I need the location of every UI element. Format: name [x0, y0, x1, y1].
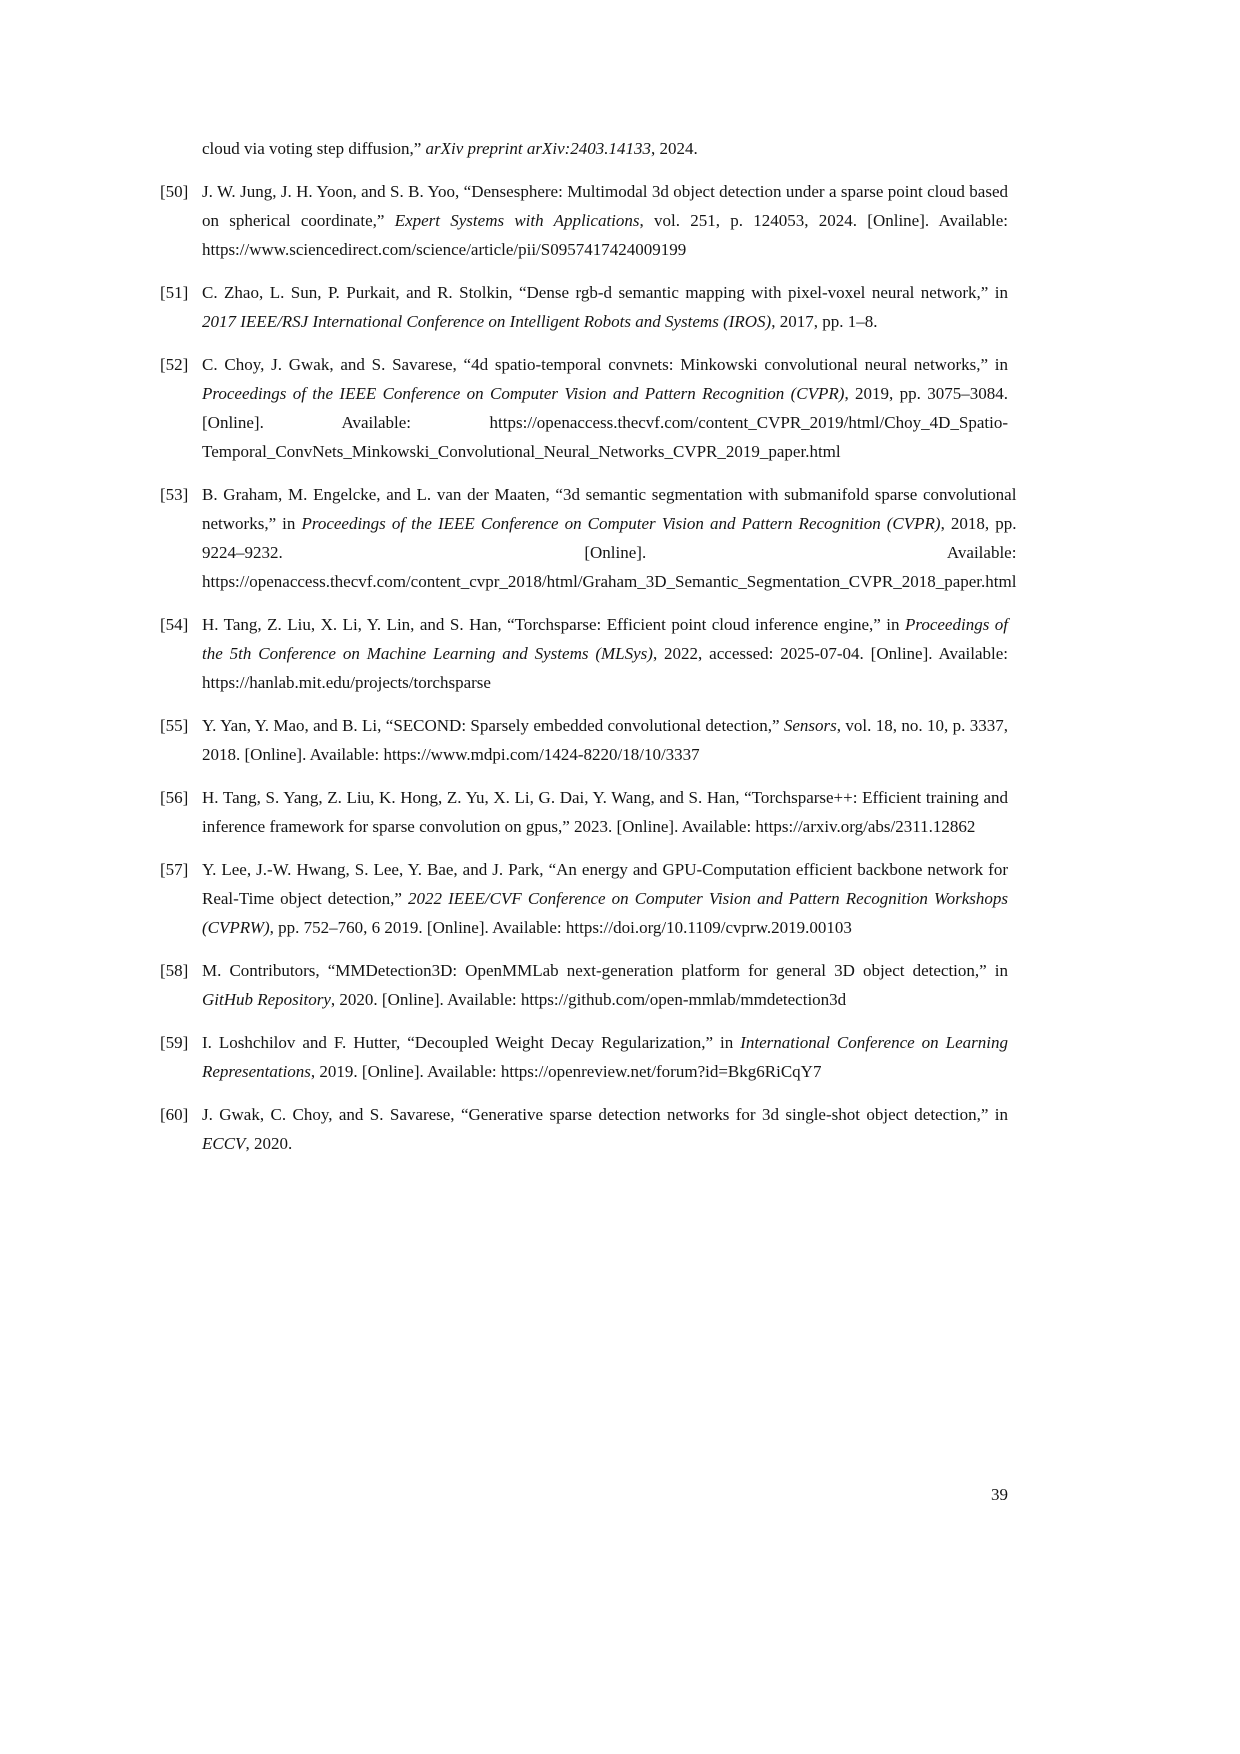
reference-label: [56] — [160, 788, 189, 807]
reference-venue-italic: 2022 IEEE/CVF Conference on Computer Vision and Pattern Recognition Workshops (CVPRW) — [202, 889, 1008, 937]
reference-item — [160, 956, 1008, 1014]
reference-text-segment: , pp. 752–760, 6 2019. [Online]. Available: https://doi.org/10.1109/cvprw.2019.00103 — [269, 918, 852, 937]
reference-text-segment: cloud via voting step diffusion,” — [202, 139, 426, 158]
reference-venue-italic: Sensors — [783, 716, 837, 735]
reference-label: [53] — [160, 485, 189, 504]
reference-item — [160, 480, 1017, 596]
reference-text-segment: C. Choy, J. Gwak, and S. Savarese, “4d spatio-temporal convnets: Minkowski convolutional neural networks,” in — [202, 355, 1008, 374]
reference-item — [160, 350, 1008, 466]
reference-label: [55] — [160, 716, 189, 735]
reference-text — [202, 610, 1008, 697]
reference-item — [160, 177, 1008, 264]
reference-venue-italic: Proceedings of the IEEE Conference on Computer Vision and Pattern Recognition (CVPR) — [202, 384, 845, 403]
reference-text-segment: Y. Lee, J.-W. Hwang, S. Lee, Y. Bae, and J. Park, “An energy and GPU-Computation efficient backbone network for Real-Time object detection,” — [202, 860, 1008, 908]
reference-text-segment: , 2019. [Online]. Available: https://openreview.net/forum?id=Bkg6RiCqY7 — [310, 1062, 822, 1081]
reference-text — [202, 711, 1008, 769]
reference-label: [52] — [160, 355, 189, 374]
reference-text-segment: H. Tang, Z. Liu, X. Li, Y. Lin, and S. Han, “Torchsparse: Efficient point cloud inference engine,” in — [202, 615, 905, 634]
reference-venue-italic: Proceedings of the IEEE Conference on Computer Vision and Pattern Recognition (CVPR) — [301, 514, 941, 533]
reference-item — [160, 610, 1008, 697]
reference-text-segment: , 2019, pp. 3075–3084. [Online]. Available: https://openaccess.thecvf.com/content_CVPR_2019/html/Choy_4D_Spatio-Temporal_ConvNets_Minkowski_Convolutional_Neural_Networks_CVPR_2019_paper.html — [202, 384, 1009, 461]
reference-text-segment: , 2020. — [245, 1134, 293, 1153]
reference-text-segment: I. Loshchilov and F. Hutter, “Decoupled Weight Decay Regularization,” in — [202, 1033, 741, 1052]
reference-label: [50] — [160, 182, 189, 201]
reference-text-segment: , vol. 251, p. 124053, 2024. [Online]. Available: https://www.sciencedirect.com/science/article/pii/S0957417424009199 — [202, 211, 1008, 259]
reference-text — [202, 480, 1016, 596]
references-list — [160, 177, 1017, 1158]
reference-label: [60] — [160, 1105, 189, 1124]
reference-text — [202, 783, 1008, 841]
reference-text-segment: , 2024. — [651, 139, 698, 158]
reference-venue-italic: Expert Systems with Applications — [394, 211, 640, 230]
reference-label: [51] — [160, 283, 189, 302]
reference-text — [202, 350, 1008, 466]
reference-venue-italic: International Conference on Learning Representations — [202, 1033, 1008, 1081]
reference-text — [202, 1028, 1008, 1086]
reference-text-segment: C. Zhao, L. Sun, P. Purkait, and R. Stolkin, “Dense rgb-d semantic mapping with pixel-voxel neural network,” in — [202, 283, 1008, 302]
reference-text-segment: J. W. Jung, J. H. Yoon, and S. B. Yoo, “Densesphere: Multimodal 3d object detection under a sparse point cloud based on spherical coordinate,” — [202, 182, 1008, 230]
reference-text-segment: , 2022, accessed: 2025-07-04. [Online]. Available: https://hanlab.mit.edu/projects/torchsparse — [202, 644, 1008, 692]
reference-label: [54] — [160, 615, 189, 634]
reference-item — [160, 1100, 1008, 1158]
reference-item — [160, 1028, 1008, 1086]
reference-continuation-text — [202, 134, 1008, 163]
reference-text — [202, 956, 1008, 1014]
reference-item — [160, 855, 1008, 942]
reference-text — [202, 278, 1008, 336]
reference-text-segment: , 2017, pp. 1–8. — [771, 312, 878, 331]
reference-item — [160, 711, 1008, 769]
reference-venue-italic: GitHub Repository — [202, 990, 331, 1009]
reference-venue-italic: 2017 IEEE/RSJ International Conference on Intelligent Robots and Systems (IROS) — [202, 312, 772, 331]
reference-text-segment: , 2018, pp. 9224–9232. [Online]. Available: https://openaccess.thecvf.com/content_cvpr_2018/html/Graham_3D_Semantic_Segmentation_CVPR_2018_paper.html — [202, 514, 1017, 591]
reference-venue-italic: Proceedings of the 5th Conference on Machine Learning and Systems (MLSys) — [202, 615, 1009, 663]
reference-text — [202, 177, 1008, 264]
reference-text-segment: J. Gwak, C. Choy, and S. Savarese, “Generative sparse detection networks for 3d single-shot object detection,” in — [202, 1105, 1008, 1124]
reference-text-segment: M. Contributors, “MMDetection3D: OpenMMLab next-generation platform for general 3D object detection,” in — [202, 961, 1008, 980]
reference-item — [160, 278, 1008, 336]
reference-text — [202, 1100, 1008, 1158]
reference-text-segment: , vol. 18, no. 10, p. 3337, 2018. [Online]. Available: https://www.mdpi.com/1424-8220/18/10/3337 — [202, 716, 1008, 764]
reference-label: [58] — [160, 961, 189, 980]
page-number: 39 — [991, 1485, 1008, 1504]
reference-text-segment: H. Tang, S. Yang, Z. Liu, K. Hong, Z. Yu, X. Li, G. Dai, Y. Wang, and S. Han, “Torchsparse++: Efficient training and inference framework for sparse convolution on gpus,” 2023. [Online]. Available: https://arxiv.org/abs/2311.12862 — [202, 788, 1008, 836]
reference-text-segment: Y. Yan, Y. Mao, and B. Li, “SECOND: Sparsely embedded convolutional detection,” — [202, 716, 784, 735]
reference-venue-italic: arXiv preprint arXiv:2403.14133 — [425, 139, 652, 158]
reference-label: [57] — [160, 860, 189, 879]
reference-venue-italic: ECCV — [202, 1134, 246, 1153]
reference-text-segment: , 2020. [Online]. Available: https://github.com/open-mmlab/mmdetection3d — [330, 990, 847, 1009]
reference-item — [160, 783, 1008, 841]
reference-text — [202, 855, 1008, 942]
reference-label: [59] — [160, 1033, 189, 1052]
references-section — [160, 134, 1017, 1158]
reference-text-segment: B. Graham, M. Engelcke, and L. van der Maaten, “3d semantic segmentation with submanifold sparse convolutional networks,” in — [202, 485, 1017, 533]
